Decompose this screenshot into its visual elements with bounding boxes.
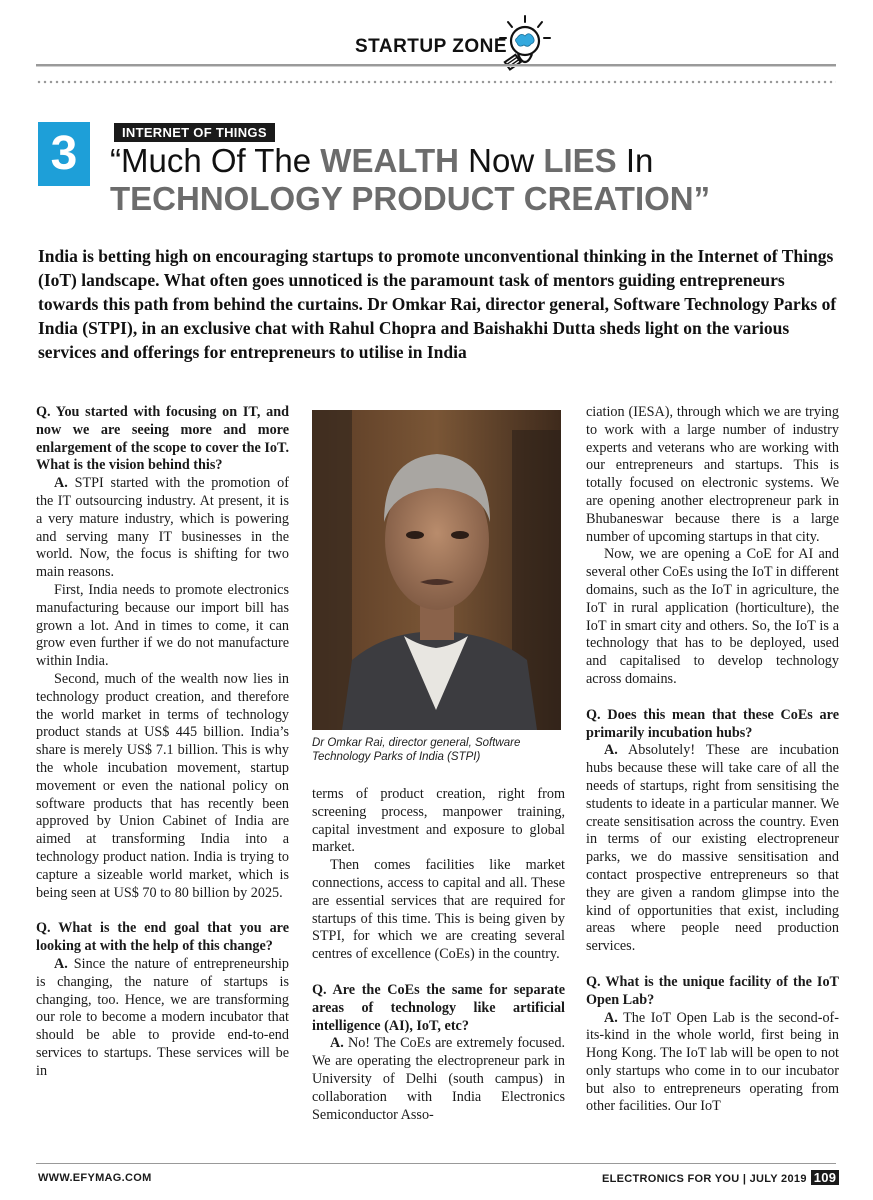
footer-rule [36,1163,836,1164]
answer-paragraph [36,956,289,1081]
intro-paragraph: India is betting high on encouraging startups to promote unconventional thinking in the Internet of Things (IoT) landscape. What often goes unnoticed is the paramount task of mentors guiding entrepreneurs towards this path from behind the curtains. Dr Omkar Rai, director general, Software Technology Parks of India (STPI), in an exclusive chat with Rahul Chopra and Baishakhi Dutta sheds light on the various services and offerings for entrepreneurs to utilise in India [38,246,837,362]
answer-text: No! The CoEs are extremely focused. We are operating the electropreneur park in University of Delhi (south campus) in collaboration with India Electronics Semiconductor Asso- [312,1035,565,1123]
question-heading: Q. You started with focusing on IT, and now we are seeing more and more enlargement of the scope to cover the IoT. What is the vision behind this? [36,404,289,474]
publication-info: ELECTRONICS FOR YOU | JULY 2019 [602,1173,807,1185]
body-paragraph: ciation (IESA), through which we are trying to work with a large number of industry experts and veterans who are working with our entrepreneurs and startups. This is totally focused on electronic systems. We are opening another electropreneur park in Bhubaneswar because there is a large number of upcoming startups in that city. [586,404,839,545]
section-title: STARTUP ZONE [355,36,508,57]
answer-paragraph [36,475,289,582]
answer-label: A. [604,1009,618,1026]
answer-paragraph [586,1010,839,1117]
portrait-photo [312,410,561,730]
answer-paragraph [312,1035,565,1124]
question-heading: Q. What is the unique facility of the IoT Open Lab? [586,973,839,1008]
answer-label: A. [604,742,618,759]
answer-text: The IoT Open Lab is the second-of-its-kind in the whole world, first being in Hong Kong. The IoT lab will be open to not only startups who come in to our incubator but also to entrepreneurs operating from other facilities. Our IoT [586,1009,839,1115]
headline-part: In [616,142,654,179]
headline [110,142,840,218]
category-tag: INTERNET OF THINGS [114,123,275,142]
answer-paragraph [586,742,839,956]
headline-part: “Much Of The [110,142,321,179]
body-paragraph: Then comes facilities like market connections, access to capital and all. These are essential services that are required for startups of this time. This is being given by STPI, for which we are creating several centres of excellence (CoEs) in the country. [312,857,565,963]
text-column-3 [586,404,839,1116]
body-paragraph: First, India needs to promote electronics manufacturing because our import bill has grown a lot. And in times to come, it can grow even further if we do not manufacture within India. [36,581,289,670]
answer-label: A. [54,955,68,972]
headline-emphasis: LIES [543,142,617,179]
text-column-2 [312,786,565,1124]
question-heading: Q. What is the end goal that you are looking at with the help of this change? [36,920,289,955]
headline-part: ” [693,180,711,217]
page-number: 109 [811,1170,840,1185]
answer-text: Since the nature of entrepreneurship is changing, the nature of startups is changing, too. Hence, we are transforming our role to become a modern incubator that should be able to provide end-to-end services to startups. These services will be in [36,955,289,1079]
text-column-1 [36,404,289,1080]
dotted-divider [36,80,836,84]
footer-website: WWW.EFYMAG.COM [38,1172,152,1184]
headline-part: Now [458,142,544,179]
answer-label: A. [330,1035,344,1052]
headline-emphasis: WEALTH [320,142,459,179]
body-paragraph: terms of product creation, right from screening process, manpower training, capital investment and exposure to global market. [312,786,565,856]
article-number-badge: 3 [38,122,90,186]
header-rule-light [36,66,836,67]
answer-label: A. [54,475,68,492]
photo-caption: Dr Omkar Rai, director general, Software Technology Parks of India (STPI) [312,737,521,763]
body-paragraph: Second, much of the wealth now lies in technology product creation, and therefore the world market in terms of technology product stands at US$ 445 billion. India’s share is merely US$ 7.1 billion. This is why the whole incubation movement, startup movement or even the national policy on software products that has recently been approved by Union Cabinet of India are aimed at transforming India into a technology product nation. India is trying to capture a sizeable world market, which is being seen at US$ 70 to 80 billion by 2025. [36,670,289,901]
footer-publication [602,1170,839,1185]
headline-emphasis: TECHNOLOGY PRODUCT CREATION [110,180,694,217]
answer-text: STPI started with the promotion of the IT outsourcing industry. At present, it is a very mature industry, which is powering and serving many IT businesses in the world. Now, the focus is shifting for two main reasons. [36,475,289,581]
question-heading: Q. Does this mean that these CoEs are primarily incubation hubs? [586,706,839,741]
body-paragraph: Now, we are opening a CoE for AI and several other CoEs using the IoT in different domains, such as the IoT in agriculture, the IoT in rural application (horticulture), the IoT in smart city and others. So, the IoT is a technology that has to be deployed, used and capitalised to develop technology across domains. [586,546,839,687]
answer-text: Absolutely! These are incubation hubs because these will take care of all the needs of startups, right from sensitising the students to ideate in a particular manner. We create sensitisation across the country. Even in terms of our existing electropreneur parks, we do massive sensitisation and contact prospective entrepreneurs so that they are given a random glimpse into the kind of opportunities that exist, including areas where people need production services. [586,742,839,955]
question-heading: Q. Are the CoEs the same for separate areas of technology like artificial intelligence (AI), IoT, etc? [312,981,565,1034]
